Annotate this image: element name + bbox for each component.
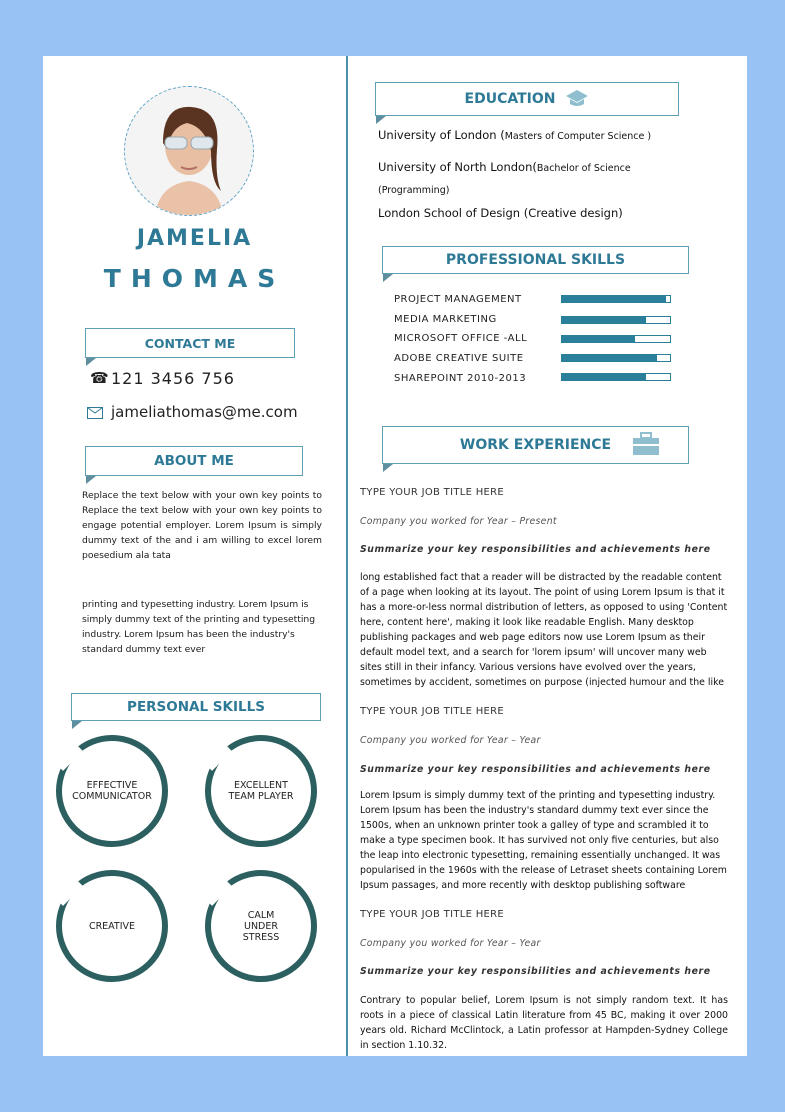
personal-skills-heading-label: PERSONAL SKILLS xyxy=(127,699,265,715)
job-title: TYPE YOUR JOB TITLE HERE xyxy=(360,706,505,717)
briefcase-icon xyxy=(632,432,660,456)
job-description: Contrary to popular belief, Lorem Ipsum is not simply random text. It has roots in a piece of classical Latin literature from 45 BC, making it over 2000 years old. Richard McClintock, a Latin professor at Hampden-Sydney College in section 1.10.32. xyxy=(360,995,728,1051)
skill-bar xyxy=(561,295,671,303)
graduation-cap-icon xyxy=(565,89,589,109)
column-divider xyxy=(346,56,348,1056)
skill-bar xyxy=(561,354,671,362)
job-summary: Summarize your key responsibilities and achievements here xyxy=(360,966,711,977)
degree: Masters of Computer Science ) xyxy=(504,131,652,142)
banner-fold xyxy=(383,274,393,282)
skill-bar-fill xyxy=(562,296,666,302)
about-heading-label: ABOUT ME xyxy=(154,453,234,469)
professional-skills-heading-label: PROFESSIONAL SKILLS xyxy=(445,252,626,268)
banner-fold xyxy=(72,721,82,729)
personal-skills-heading xyxy=(71,693,321,721)
skill-bar xyxy=(561,316,671,324)
skill-ring-label: EXCELLENT TEAM PLAYER xyxy=(228,780,294,802)
skill-bar-fill xyxy=(562,317,646,323)
school-name: London School of Design (Creative design) xyxy=(378,206,623,220)
degree: Bachelor of Science (Programming) xyxy=(378,163,631,196)
skill-bar xyxy=(561,335,671,343)
email-address: jameliathomas@me.com xyxy=(111,403,298,421)
contact-heading-label: CONTACT ME xyxy=(144,335,236,351)
banner-fold xyxy=(383,464,393,472)
profile-photo xyxy=(124,86,254,216)
last-name: THOMAS xyxy=(103,264,286,293)
skill-bar-fill xyxy=(562,355,657,361)
job-description: Lorem Ipsum is simply dummy text of the printing and typesetting industry. Lorem Ipsum has been the industry's standard dummy text ever since the 1500s, when an unknown printer took a galley of type and scrambled it to make a type specimen book. It has survived not only five centuries, but also the leap into electronic typesetting, remaining essentially unchanged. It was popularised in the 1960s with the release of Letraset sheets containing Lorem Ipsum passages, and more recently with desktop publishing software xyxy=(360,790,727,891)
email-icon xyxy=(87,404,103,423)
job-title: TYPE YOUR JOB TITLE HERE xyxy=(360,487,505,498)
skill-bar-fill xyxy=(562,374,646,380)
contact-heading xyxy=(85,328,295,358)
job-description: long established fact that a reader will be distracted by the readable content of a page when looking at its layout. The point of using Lorem Ipsum is that it has a more-or-less normal distribution of letters, as opposed to using 'Content here, content here', making it look like readable English. Many desktop publishing packages and web page editors now use Lorem Ipsum as their default model text, and a search for 'lorem ipsum' will uncover many web sites still in their infancy. Various versions have evolved over the years, sometimes by accident, sometimes on purpose (injected humour and the like xyxy=(360,572,728,688)
about-paragraph: Replace the text below with your own key points to Replace the text below with your own key points to engage potential employer. Lorem Ipsum is simply dummy text of the and i am willing to excel lorem poesedium ala tata xyxy=(82,490,322,561)
education-entry xyxy=(378,157,658,201)
professional-skills-heading xyxy=(382,246,689,274)
work-experience-heading-label: WORK EXPERIENCE xyxy=(459,437,612,453)
skill-name: MEDIA MARKETING xyxy=(394,314,497,325)
banner-fold xyxy=(376,116,386,124)
banner-fold xyxy=(86,358,96,366)
job-summary: Summarize your key responsibilities and achievements here xyxy=(360,544,711,555)
skill-ring xyxy=(205,870,317,982)
skill-ring-label: CALM UNDER STRESS xyxy=(242,909,280,943)
skill-ring-label: EFFECTIVE COMMUNICATOR xyxy=(72,780,152,802)
skill-name: ADOBE CREATIVE SUITE xyxy=(394,353,524,364)
phone-icon: ☎ xyxy=(90,369,109,387)
job-company: Company you worked for Year – Present xyxy=(360,516,557,527)
skill-name: SHAREPOINT 2010-2013 xyxy=(394,373,527,384)
first-name: JAMELIA xyxy=(136,226,253,251)
education-heading xyxy=(375,82,679,116)
education-heading-label: EDUCATION xyxy=(464,91,556,107)
school-name: University of North London( xyxy=(378,160,537,174)
skill-ring xyxy=(56,735,168,847)
skill-name: MICROSOFT OFFICE -ALL xyxy=(394,333,528,344)
job-title: TYPE YOUR JOB TITLE HERE xyxy=(360,909,505,920)
skill-name: PROJECT MANAGEMENT xyxy=(394,294,522,305)
banner-fold xyxy=(86,476,96,484)
about-heading xyxy=(85,446,303,476)
about-paragraph: printing and typesetting industry. Lorem Ipsum is simply dummy text of the printing and typesetting industry. Lorem Ipsum has been the industry's standard dummy text ever xyxy=(82,599,316,655)
job-company: Company you worked for Year – Year xyxy=(360,735,541,746)
school-name: University of London ( xyxy=(378,128,505,142)
skill-bar-fill xyxy=(562,336,635,342)
skill-bar xyxy=(561,373,671,381)
education-entry xyxy=(378,206,623,220)
education-entry xyxy=(378,128,651,142)
skill-ring xyxy=(205,735,317,847)
work-experience-heading xyxy=(382,426,689,464)
phone-number: 121 3456 756 xyxy=(111,369,235,388)
job-company: Company you worked for Year – Year xyxy=(360,938,541,949)
skill-ring xyxy=(56,870,168,982)
skill-ring-label: CREATIVE xyxy=(88,920,136,932)
job-summary: Summarize your key responsibilities and achievements here xyxy=(360,764,711,775)
